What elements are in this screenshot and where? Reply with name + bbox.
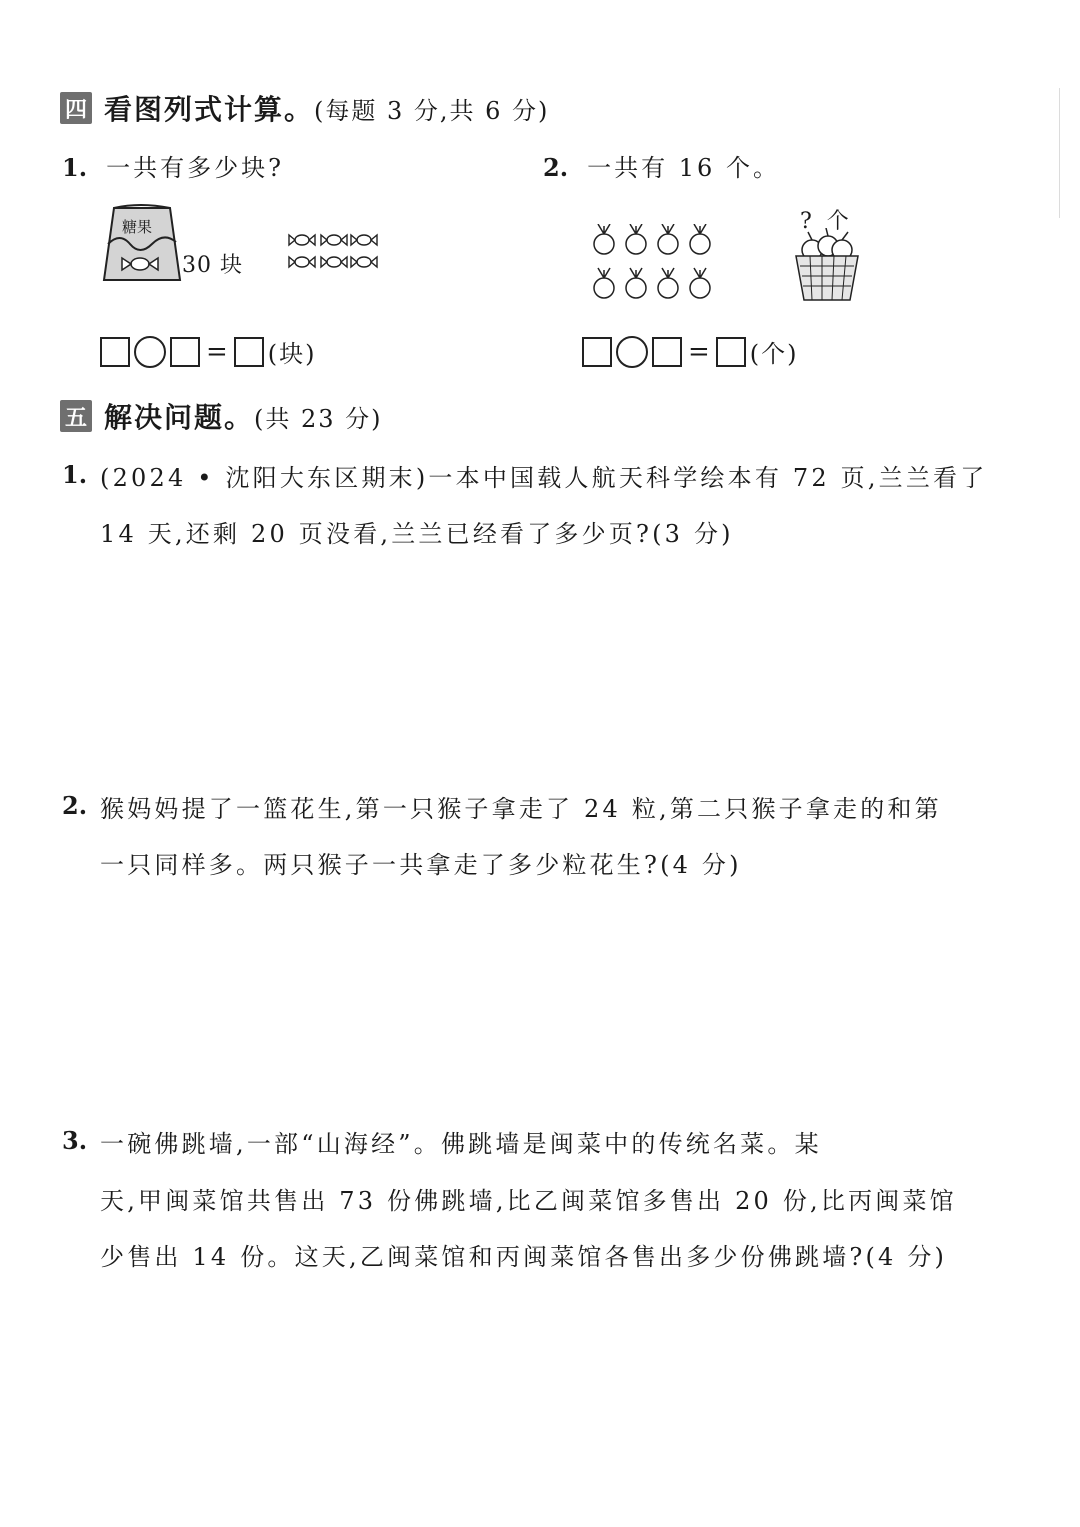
s5-q2-line-2: 一只同样多。两只猴子一共拿走了多少粒花生?(4 分) bbox=[100, 851, 742, 879]
s4-q2-unit: (个) bbox=[749, 340, 799, 368]
section-4-score: (每题 3 分,共 6 分) bbox=[314, 96, 550, 125]
answer-box[interactable] bbox=[170, 337, 200, 367]
section-5-title: 解决问题。 bbox=[104, 401, 255, 434]
answer-box[interactable] bbox=[652, 337, 682, 367]
answer-box[interactable] bbox=[716, 337, 746, 367]
section-4-header bbox=[60, 88, 549, 128]
section-5-score: (共 23 分) bbox=[254, 404, 383, 433]
s5-q2-line-1: 猴妈妈提了一篮花生,第一只猴子拿走了 24 粒,第二只猴子拿走的和第 bbox=[100, 795, 942, 823]
s5-q1-number: 1. bbox=[62, 460, 88, 489]
basket-unknown-label: ? 个 bbox=[800, 209, 853, 234]
candy-bag-icon bbox=[100, 202, 184, 286]
section-5-header bbox=[60, 396, 383, 436]
s4-q1-text: 一共有多少块? bbox=[106, 154, 285, 182]
page-edge-divider bbox=[1059, 88, 1060, 218]
operator-circle[interactable] bbox=[616, 336, 648, 368]
s5-q1-line-1: (2024 • 沈阳大东区期末)一本中国载人航天科学绘本有 72 页,兰兰看了 bbox=[100, 464, 988, 492]
section-4-badge: 四 bbox=[60, 92, 92, 124]
s4-q2-text: 一共有 16 个。 bbox=[587, 154, 780, 182]
s4-q2-number: 2. bbox=[543, 153, 569, 182]
candy-bag-label: 糖果 bbox=[122, 218, 153, 236]
radish-group-icon bbox=[588, 224, 722, 304]
s5-q1-line-2: 14 天,还剩 20 页没看,兰兰已经看了多少页?(3 分) bbox=[100, 520, 734, 548]
s4-q2-prompt bbox=[543, 148, 780, 183]
equals-sign: = bbox=[688, 336, 710, 367]
basket-icon bbox=[790, 228, 864, 304]
answer-box[interactable] bbox=[582, 337, 612, 367]
candy-count-label: 30 块 bbox=[182, 253, 243, 278]
s4-q1-equation bbox=[100, 334, 317, 369]
s4-q1-unit: (块) bbox=[267, 340, 317, 368]
operator-circle[interactable] bbox=[134, 336, 166, 368]
loose-candies bbox=[288, 230, 380, 278]
section-5-badge: 五 bbox=[60, 400, 92, 432]
equals-sign: = bbox=[206, 336, 228, 367]
answer-box[interactable] bbox=[234, 337, 264, 367]
s5-q2-number: 2. bbox=[62, 791, 88, 820]
s4-q1-number: 1. bbox=[62, 153, 88, 182]
s5-q3-line-1: 一碗佛跳墙,一部“山海经”。佛跳墙是闽菜中的传统名菜。某 bbox=[100, 1130, 822, 1158]
s4-q2-equation bbox=[582, 334, 799, 369]
s5-q3-line-2: 天,甲闽菜馆共售出 73 份佛跳墙,比乙闽菜馆多售出 20 份,比丙闽菜馆 bbox=[100, 1187, 957, 1215]
section-4-title: 看图列式计算。 bbox=[104, 93, 315, 126]
answer-box[interactable] bbox=[100, 337, 130, 367]
s4-q1-prompt bbox=[62, 148, 284, 183]
s5-q3-number: 3. bbox=[62, 1126, 88, 1155]
candy-group-icon bbox=[288, 230, 380, 274]
s5-q3-line-3: 少售出 14 份。这天,乙闽菜馆和丙闽菜馆各售出多少份佛跳墙?(4 分) bbox=[100, 1243, 948, 1271]
